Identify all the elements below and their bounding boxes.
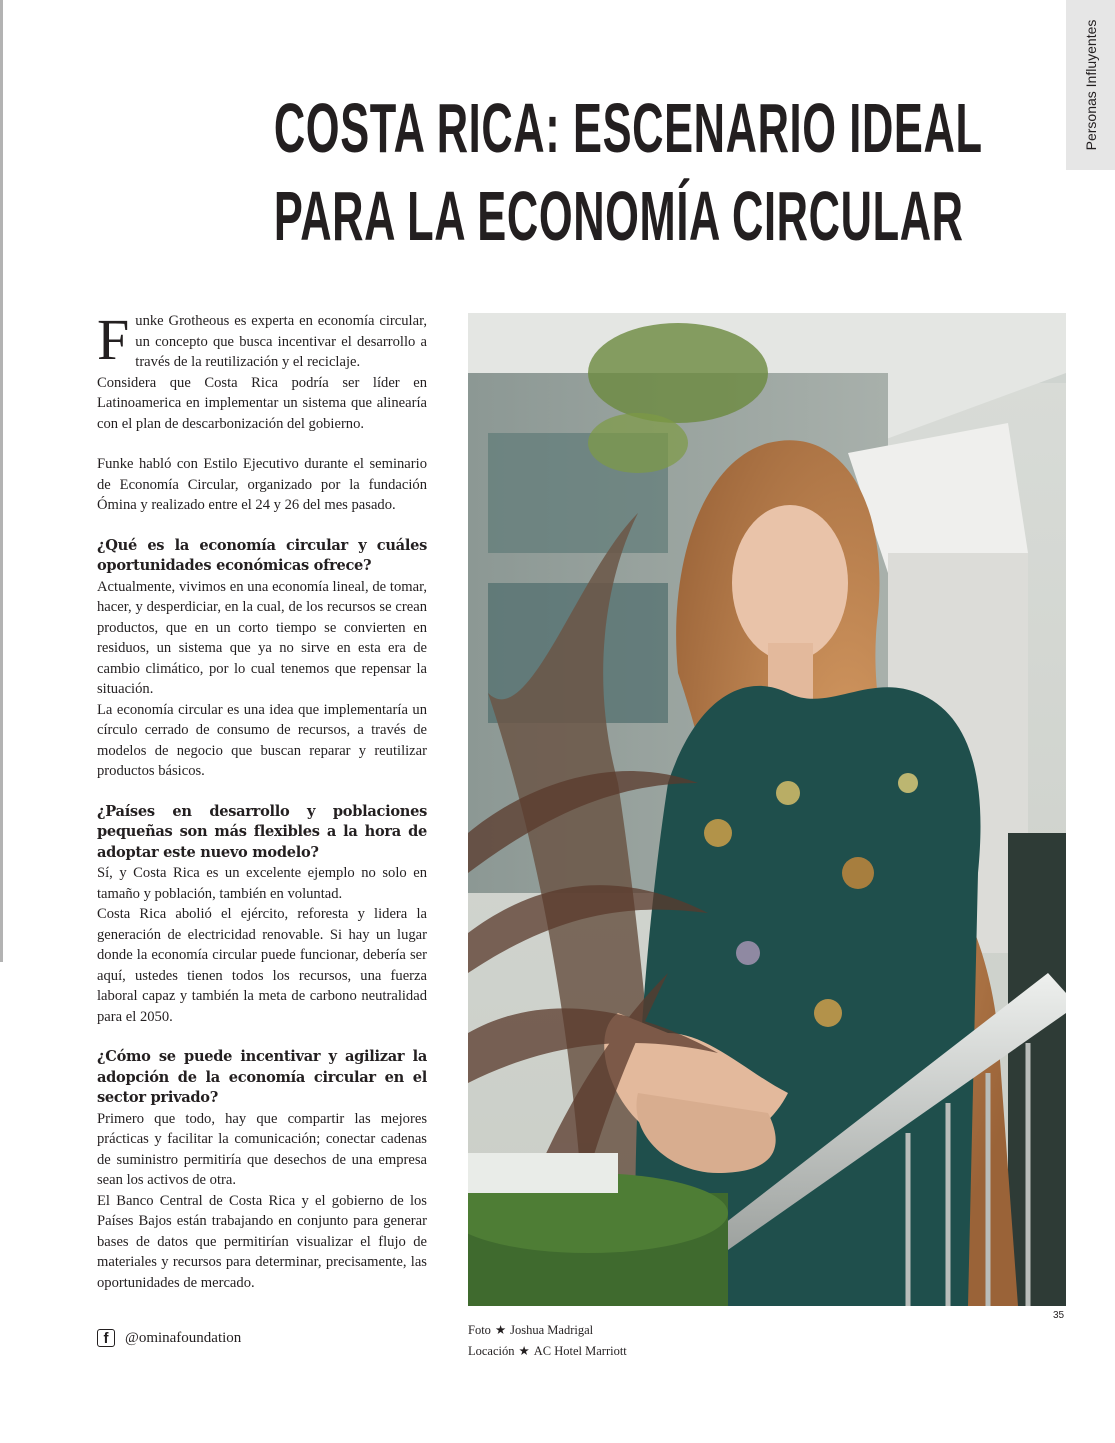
portrait-photo xyxy=(468,313,1066,1306)
left-margin-rule xyxy=(0,0,3,962)
answer-paragraph: Costa Rica abolió el ejército, reforesta y lidera la generación de electricidad renovable. Si hay un lugar donde la economía circular puede funcionar, debería ser aquí, ustedes tienen todos los recursos, una fuerza laboral capaz y también la meta de carbono neutralidad para el 2050. xyxy=(97,906,427,1025)
drop-cap: F xyxy=(97,307,130,372)
section-tab xyxy=(1066,0,1115,170)
social-handle[interactable] xyxy=(97,1327,241,1349)
location-line: Locación ★ AC Hotel Marriott xyxy=(468,1344,627,1358)
title-line-1: COSTA RICA: ESCENARIO IDEAL xyxy=(273,89,983,167)
article-body xyxy=(97,307,427,1293)
paragraph: Considera que Costa Rica podría ser líder en Latinoamerica en implementar un sistema que alinearía con el plan de descarbonización del gobierno. xyxy=(97,374,427,432)
answer-paragraph: Primero que todo, hay que compartir las mejores prácticas y facilitar la comunicación; conectar cadenas de suministro permitiría que desechos de una empresa sean los activos de otra. xyxy=(97,1110,427,1188)
question-heading: ¿Países en desarrollo y poblaciones pequeñas son más flexibles a la hora de adoptar este nuevo modelo? xyxy=(97,802,427,861)
answer-paragraph: La economía circular es una idea que implementaría un círculo cerrado de consumo de recursos, a través de modelos de negocio que buscan reparar y reutilizar productos básicos. xyxy=(97,701,427,779)
facebook-icon: f xyxy=(97,1329,115,1347)
answer-paragraph: El Banco Central de Costa Rica y el gobierno de los Países Bajos están trabajando en conjunto para generar bases de datos que permitirían visualizar el flujo de materiales y recursos para determinar, precisamente, las oportunidades de mercado. xyxy=(97,1192,427,1291)
paragraph: Funke habló con Estilo Ejecutivo durante el seminario de Economía Circular, organizado por la fundación Ómina y realizado entre el 24 y 26 del mes pasado. xyxy=(97,456,427,513)
photo-caption xyxy=(468,1320,627,1362)
photo-credit-line: Foto ★ Joshua Madrigal xyxy=(468,1323,594,1337)
page-number: 35 xyxy=(1053,1310,1065,1321)
question-heading: ¿Qué es la economía circular y cuáles oportunidades económicas ofrece? xyxy=(97,536,427,574)
answer-paragraph: Actualmente, vivimos en una economía lineal, de tomar, hacer, y desperdiciar, en la cual, de los recursos se crean productos, que en un corto tiempo se convierten en residuos, un sistema que ya no sirve en esta era de cambio climático, por lo cual tenemos que repensar la situación. xyxy=(97,578,427,697)
page-title xyxy=(273,84,983,260)
star-icon: ★ xyxy=(518,1344,530,1358)
section-tab-label: Personas Influyentes xyxy=(1082,19,1099,151)
star-icon: ★ xyxy=(494,1323,507,1337)
social-handle-text: @ominafoundation xyxy=(125,1329,242,1346)
intro-paragraph: Funke Grotheous es experta en economía circular, un concepto que busca incentivar el desarrollo a través de la reutilización y el reciclaje. xyxy=(97,307,427,372)
title-line-2: PARA LA ECONOMÍA CIRCULAR xyxy=(273,177,964,255)
question-heading: ¿Cómo se puede incentivar y agilizar la adopción de la economía circular en el sector privado? xyxy=(97,1048,427,1106)
answer-paragraph: Sí, y Costa Rica es un excelente ejemplo no solo en tamaño y población, también en voluntad. xyxy=(97,865,427,902)
